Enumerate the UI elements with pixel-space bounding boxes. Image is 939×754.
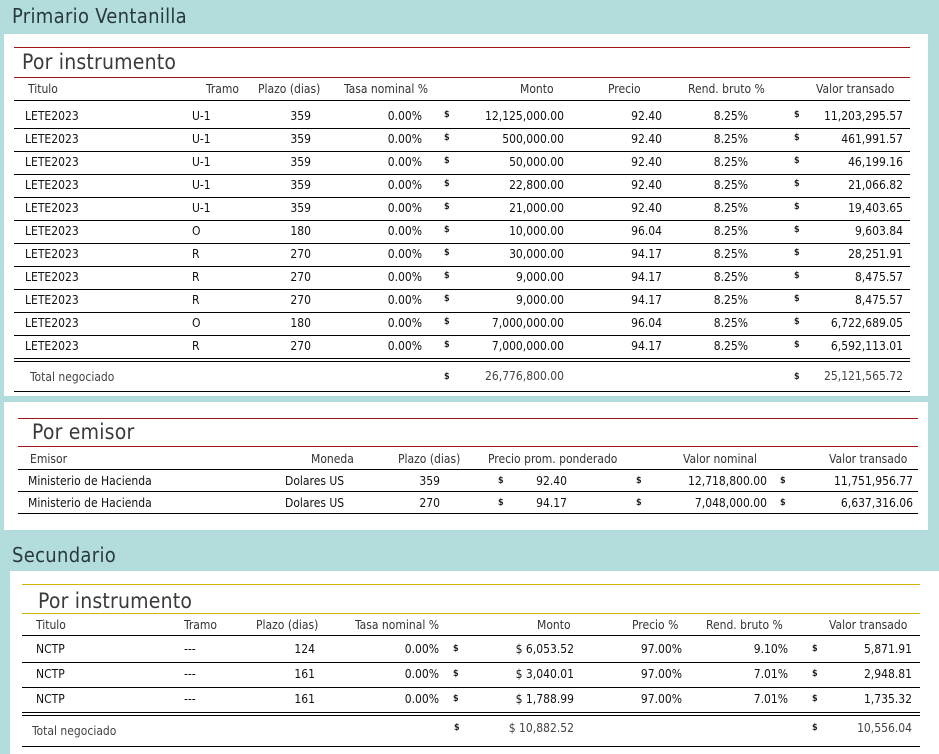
cell-tramo: R xyxy=(192,247,200,261)
cell-tasa: 0.00% xyxy=(387,132,422,146)
cell-tramo: U-1 xyxy=(192,155,211,169)
row-divider xyxy=(14,197,910,198)
currency-symbol: $ xyxy=(794,340,800,350)
cell-valor: 28,251.91 xyxy=(848,247,903,261)
total-double-rule xyxy=(22,715,920,716)
header-titulo: Titulo xyxy=(28,82,58,96)
currency-symbol: $ xyxy=(812,644,818,654)
cell-rend: 8.25% xyxy=(713,339,748,353)
currency-symbol: $ xyxy=(794,372,800,382)
cell-rend: 8.25% xyxy=(713,316,748,330)
row-divider xyxy=(14,289,910,290)
cell-rend: 7.01% xyxy=(753,692,788,706)
row-divider xyxy=(14,358,910,359)
row-divider xyxy=(22,712,920,713)
total-label: Total negociado xyxy=(30,370,115,384)
cell-titulo: NCTP xyxy=(36,667,65,681)
currency-symbol: $ xyxy=(794,110,800,120)
total-bottom-rule xyxy=(22,746,920,747)
cell-rend: 8.25% xyxy=(713,155,748,169)
currency-symbol: $ xyxy=(794,179,800,189)
header-tasa: Tasa nominal % xyxy=(344,82,428,96)
cell-plazo: 161 xyxy=(294,692,315,706)
cell-emisor: Ministerio de Hacienda xyxy=(28,496,152,510)
row-divider xyxy=(14,174,910,175)
cell-plazo: 161 xyxy=(294,667,315,681)
currency-symbol: $ xyxy=(794,294,800,304)
cell-rend: 9.10% xyxy=(753,642,788,656)
header-valor-nominal: Valor nominal xyxy=(683,452,757,466)
cell-tramo: --- xyxy=(184,642,196,656)
row-divider xyxy=(14,335,910,336)
cell-valor: 6,592,113.01 xyxy=(830,339,903,353)
currency-symbol: $ xyxy=(444,372,450,382)
header-tasa: Tasa nominal % xyxy=(355,618,439,632)
row-divider xyxy=(18,491,918,492)
currency-symbol: $ xyxy=(444,202,450,212)
cell-tramo: --- xyxy=(184,667,196,681)
primario-emisor-title: Por emisor xyxy=(32,420,135,444)
cell-precio: 94.17 xyxy=(631,247,662,261)
currency-symbol: $ xyxy=(444,317,450,327)
header-precio-prom: Precio prom. ponderado xyxy=(488,452,618,466)
header-monto: Monto xyxy=(520,82,554,96)
currency-symbol: $ xyxy=(444,133,450,143)
cell-valor: 461,991.57 xyxy=(841,132,903,146)
cell-rend: 8.25% xyxy=(713,224,748,238)
cell-monto: 30,000.00 xyxy=(509,247,564,261)
currency-symbol: $ xyxy=(812,669,818,679)
row-divider xyxy=(14,220,910,221)
cell-titulo: LETE2023 xyxy=(25,109,79,123)
currency-symbol: $ xyxy=(812,694,818,704)
cell-tramo: --- xyxy=(184,692,196,706)
total-monto: $ 10,882.52 xyxy=(508,721,574,735)
cell-tasa: 0.00% xyxy=(404,667,439,681)
cell-precio: 92.40 xyxy=(631,132,662,146)
cell-titulo: LETE2023 xyxy=(25,339,79,353)
cell-tasa: 0.00% xyxy=(387,109,422,123)
currency-symbol: $ xyxy=(794,225,800,235)
cell-valor-transado: 11,751,956.77 xyxy=(834,474,913,488)
cell-moneda: Dolares US xyxy=(285,496,345,510)
header-valor-transado: Valor transado xyxy=(829,452,908,466)
cell-rend: 8.25% xyxy=(713,178,748,192)
header-rend: Rend. bruto % xyxy=(688,82,765,96)
section-rule xyxy=(18,418,918,419)
cell-titulo: LETE2023 xyxy=(25,201,79,215)
cell-valor-nominal: 12,718,800.00 xyxy=(688,474,767,488)
currency-symbol: $ xyxy=(498,498,504,508)
cell-tasa: 0.00% xyxy=(404,642,439,656)
cell-plazo: 359 xyxy=(290,201,311,215)
row-divider xyxy=(22,662,920,663)
cell-valor: 1,735.32 xyxy=(863,692,912,706)
cell-precio: 94.17 xyxy=(631,339,662,353)
cell-valor: 9,603.84 xyxy=(854,224,903,238)
header-bottom-rule xyxy=(18,469,918,470)
cell-plazo: 270 xyxy=(290,293,311,307)
cell-monto: 7,000,000.00 xyxy=(491,316,564,330)
currency-symbol: $ xyxy=(444,271,450,281)
cell-monto: $ 3,040.01 xyxy=(515,667,574,681)
cell-valor: 5,871.91 xyxy=(863,642,912,656)
cell-valor: 8,475.57 xyxy=(854,270,903,284)
cell-titulo: LETE2023 xyxy=(25,293,79,307)
cell-monto: 50,000.00 xyxy=(509,155,564,169)
header-plazo: Plazo (dias) xyxy=(258,82,321,96)
cell-plazo: 359 xyxy=(290,178,311,192)
cell-titulo: LETE2023 xyxy=(25,132,79,146)
cell-tasa: 0.00% xyxy=(387,316,422,330)
cell-valor-transado: 6,637,316.06 xyxy=(840,496,913,510)
cell-tasa: 0.00% xyxy=(387,293,422,307)
currency-symbol: $ xyxy=(444,248,450,258)
cell-tasa: 0.00% xyxy=(387,224,422,238)
total-double-rule xyxy=(14,361,910,362)
cell-tasa: 0.00% xyxy=(387,155,422,169)
cell-titulo: LETE2023 xyxy=(25,224,79,238)
primario-section-title: Primario Ventanilla xyxy=(12,4,187,28)
currency-symbol: $ xyxy=(794,317,800,327)
header-plazo: Plazo (dias) xyxy=(256,618,319,632)
currency-symbol: $ xyxy=(453,669,459,679)
cell-precio: 96.04 xyxy=(631,224,662,238)
cell-rend: 8.25% xyxy=(713,201,748,215)
header-tramo: Tramo xyxy=(206,82,239,96)
header-rule xyxy=(14,77,910,78)
row-divider xyxy=(14,151,910,152)
header-tramo: Tramo xyxy=(184,618,217,632)
currency-symbol: $ xyxy=(444,110,450,120)
cell-monto: $ 6,053.52 xyxy=(515,642,574,656)
header-rule xyxy=(22,613,920,614)
cell-plazo: 359 xyxy=(290,109,311,123)
cell-precio: 92.40 xyxy=(631,109,662,123)
cell-valor: 8,475.57 xyxy=(854,293,903,307)
currency-symbol: $ xyxy=(794,133,800,143)
cell-valor: 2,948.81 xyxy=(863,667,912,681)
currency-symbol: $ xyxy=(794,156,800,166)
cell-tasa: 0.00% xyxy=(387,247,422,261)
cell-tramo: U-1 xyxy=(192,201,211,215)
cell-titulo: LETE2023 xyxy=(25,316,79,330)
cell-rend: 8.25% xyxy=(713,132,748,146)
header-monto: Monto xyxy=(537,618,571,632)
total-valor: 25,121,565.72 xyxy=(824,369,903,383)
cell-plazo: 359 xyxy=(290,132,311,146)
header-emisor: Emisor xyxy=(30,452,68,466)
cell-titulo: LETE2023 xyxy=(25,270,79,284)
cell-plazo: 180 xyxy=(290,224,311,238)
cell-monto: 22,800.00 xyxy=(509,178,564,192)
cell-moneda: Dolares US xyxy=(285,474,345,488)
header-valor: Valor transado xyxy=(816,82,895,96)
currency-symbol: $ xyxy=(794,248,800,258)
currency-symbol: $ xyxy=(794,202,800,212)
cell-precio: 97.00% xyxy=(640,667,682,681)
cell-monto: 21,000.00 xyxy=(509,201,564,215)
cell-tasa: 0.00% xyxy=(387,270,422,284)
cell-precio-prom: 92.40 xyxy=(536,474,567,488)
cell-tramo: U-1 xyxy=(192,109,211,123)
currency-symbol: $ xyxy=(812,723,818,733)
cell-monto: 7,000,000.00 xyxy=(491,339,564,353)
cell-titulo: LETE2023 xyxy=(25,155,79,169)
total-valor: 10,556.04 xyxy=(857,721,912,735)
cell-plazo: 124 xyxy=(294,642,315,656)
currency-symbol: $ xyxy=(794,271,800,281)
cell-tramo: R xyxy=(192,339,200,353)
header-titulo: Titulo xyxy=(36,618,66,632)
header-valor: Valor transado xyxy=(829,618,908,632)
cell-precio-prom: 94.17 xyxy=(536,496,567,510)
cell-precio: 97.00% xyxy=(640,692,682,706)
row-divider xyxy=(22,687,920,688)
cell-plazo: 180 xyxy=(290,316,311,330)
total-label: Total negociado xyxy=(32,724,117,738)
cell-tasa: 0.00% xyxy=(387,339,422,353)
currency-symbol: $ xyxy=(636,476,642,486)
cell-precio: 96.04 xyxy=(631,316,662,330)
header-plazo: Plazo (dias) xyxy=(398,452,461,466)
cell-tramo: O xyxy=(192,316,201,330)
total-bottom-rule xyxy=(14,391,910,392)
cell-rend: 8.25% xyxy=(713,293,748,307)
currency-symbol: $ xyxy=(454,723,460,733)
currency-symbol: $ xyxy=(444,225,450,235)
row-divider xyxy=(14,312,910,313)
currency-symbol: $ xyxy=(780,476,786,486)
row-divider xyxy=(18,513,918,514)
cell-valor: 46,199.16 xyxy=(848,155,903,169)
cell-monto: 500,000.00 xyxy=(502,132,564,146)
cell-monto: 10,000.00 xyxy=(509,224,564,238)
header-precio: Precio % xyxy=(632,618,679,632)
cell-tasa: 0.00% xyxy=(387,201,422,215)
currency-symbol: $ xyxy=(498,476,504,486)
header-moneda: Moneda xyxy=(311,452,354,466)
cell-precio: 97.00% xyxy=(640,642,682,656)
currency-symbol: $ xyxy=(453,644,459,654)
cell-valor: 11,203,295.57 xyxy=(824,109,903,123)
header-precio: Precio xyxy=(608,82,641,96)
cell-titulo: LETE2023 xyxy=(25,247,79,261)
cell-rend: 8.25% xyxy=(713,270,748,284)
currency-symbol: $ xyxy=(444,179,450,189)
cell-tasa: 0.00% xyxy=(404,692,439,706)
cell-plazo: 270 xyxy=(290,247,311,261)
cell-monto: 9,000.00 xyxy=(515,270,564,284)
secundario-instrumento-title: Por instrumento xyxy=(38,589,193,613)
cell-plazo: 270 xyxy=(419,496,440,510)
header-rule xyxy=(18,446,918,447)
header-rend: Rend. bruto % xyxy=(706,618,783,632)
cell-valor: 19,403.65 xyxy=(848,201,903,215)
cell-tramo: O xyxy=(192,224,201,238)
cell-valor: 21,066.82 xyxy=(848,178,903,192)
cell-monto: 12,125,000.00 xyxy=(485,109,564,123)
currency-symbol: $ xyxy=(780,498,786,508)
cell-plazo: 270 xyxy=(290,339,311,353)
cell-valor: 6,722,689.05 xyxy=(830,316,903,330)
cell-titulo: NCTP xyxy=(36,692,65,706)
section-rule xyxy=(14,47,910,48)
secundario-section-title: Secundario xyxy=(12,543,117,567)
currency-symbol: $ xyxy=(444,340,450,350)
header-bottom-rule xyxy=(14,100,910,101)
cell-rend: 8.25% xyxy=(713,247,748,261)
currency-symbol: $ xyxy=(453,694,459,704)
cell-tramo: R xyxy=(192,293,200,307)
total-monto: 26,776,800.00 xyxy=(485,369,564,383)
row-divider xyxy=(14,266,910,267)
cell-monto: 9,000.00 xyxy=(515,293,564,307)
cell-titulo: NCTP xyxy=(36,642,65,656)
cell-rend: 7.01% xyxy=(753,667,788,681)
cell-precio: 92.40 xyxy=(631,201,662,215)
cell-plazo: 270 xyxy=(290,270,311,284)
cell-precio: 94.17 xyxy=(631,293,662,307)
cell-tramo: U-1 xyxy=(192,178,211,192)
cell-emisor: Ministerio de Hacienda xyxy=(28,474,152,488)
cell-precio: 94.17 xyxy=(631,270,662,284)
cell-precio: 92.40 xyxy=(631,178,662,192)
row-divider xyxy=(14,243,910,244)
cell-tramo: R xyxy=(192,270,200,284)
row-divider xyxy=(14,128,910,129)
primario-instrumento-title: Por instrumento xyxy=(22,50,177,74)
section-rule xyxy=(22,584,920,585)
cell-rend: 8.25% xyxy=(713,109,748,123)
cell-tramo: U-1 xyxy=(192,132,211,146)
cell-plazo: 359 xyxy=(290,155,311,169)
currency-symbol: $ xyxy=(636,498,642,508)
cell-precio: 92.40 xyxy=(631,155,662,169)
cell-plazo: 359 xyxy=(419,474,440,488)
currency-symbol: $ xyxy=(444,156,450,166)
cell-tasa: 0.00% xyxy=(387,178,422,192)
currency-symbol: $ xyxy=(444,294,450,304)
cell-valor-nominal: 7,048,000.00 xyxy=(694,496,767,510)
cell-titulo: LETE2023 xyxy=(25,178,79,192)
header-bottom-rule xyxy=(22,635,920,636)
cell-monto: $ 1,788.99 xyxy=(515,692,574,706)
primario-emisor-panel xyxy=(4,402,928,530)
